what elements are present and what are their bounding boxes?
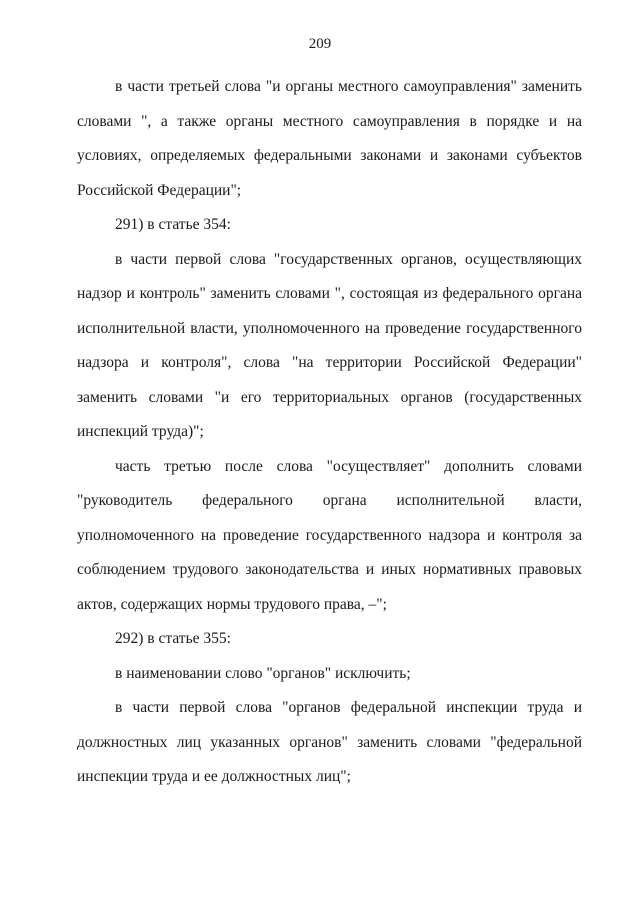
page-number: 209: [308, 36, 332, 52]
paragraph: в наименовании слово "органов" исключить;: [115, 664, 411, 682]
paragraph: часть третью после слова "осуществляет" дополнить словами "руководитель федерального органа исполнительной власти, уполномоченного на проведение государственного надзора и контроля за соблюдением трудового законодательства и иных нормативных правовых актов, содержащих нормы трудового права, –";: [77, 457, 582, 613]
paragraph: в части первой слова "государственных органов, осуществляющих надзор и контроль" заменить словами ", состоящая из федерального органа исполнительной власти, уполномоченного на проведение государственного надзора и контроля", слова "на территории Российской Федерации" заменить словами "и его территориальных органов (государственных инспекций труда)";: [77, 250, 582, 440]
document-body: [77, 70, 582, 795]
paragraph: в части первой слова "органов федеральной инспекции труда и должностных лиц указанных органов" заменить словами "федеральной инспекции труда и ее должностных лиц";: [77, 699, 582, 785]
paragraph: в части третьей слова "и органы местного самоуправления" заменить словами ", а также органы местного самоуправления в порядке и на условиях, определяемых федеральными законами и законами субъектов Российской Федерации";: [77, 78, 582, 199]
paragraph: 291) в статье 354:: [115, 216, 231, 233]
paragraph: 292) в статье 355:: [115, 630, 231, 647]
